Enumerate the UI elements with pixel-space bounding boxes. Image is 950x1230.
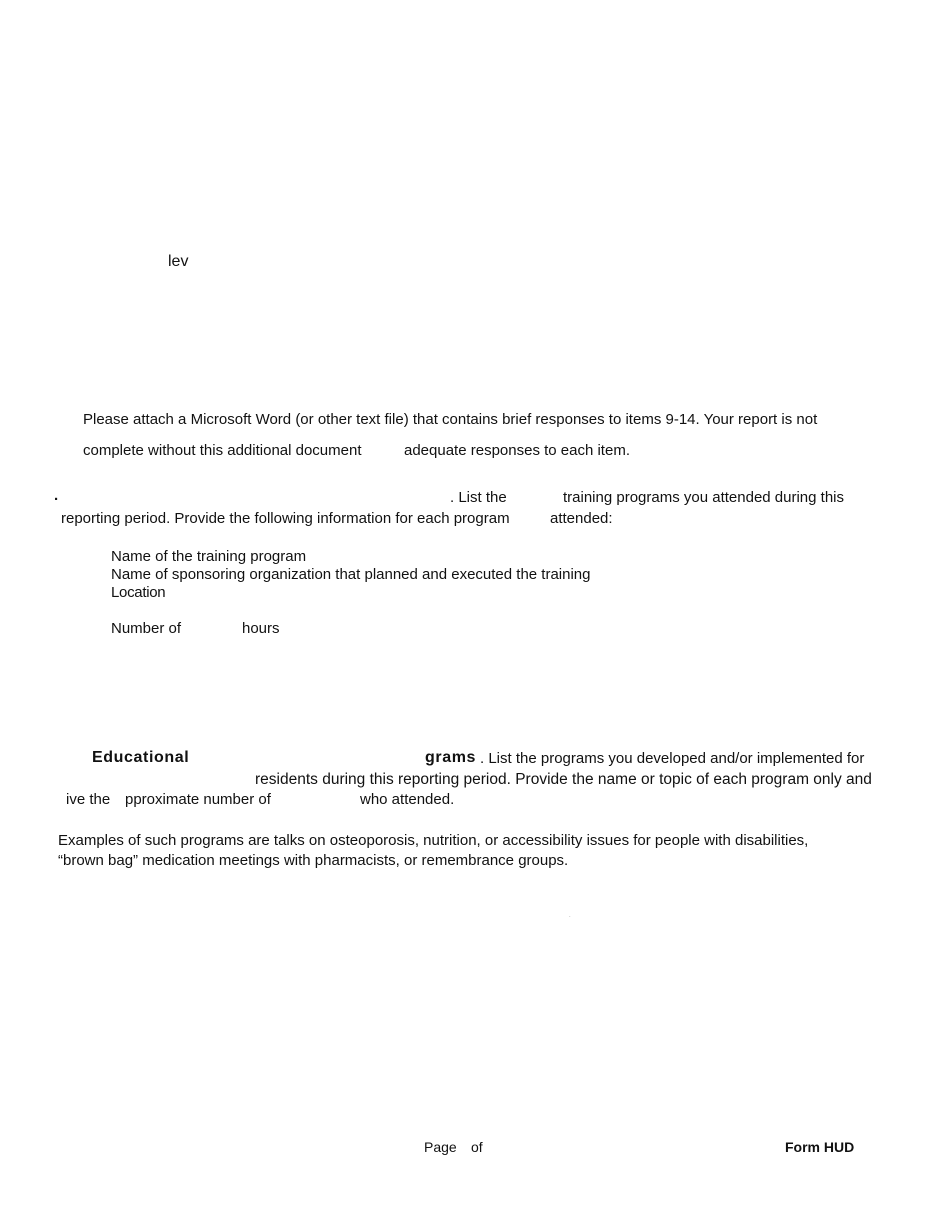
footer-of-label: of bbox=[471, 1139, 483, 1155]
educational-heading-end: grams bbox=[425, 749, 477, 766]
educational-line-3-end: who attended. bbox=[360, 791, 455, 808]
training-line-2-end: attended: bbox=[550, 510, 613, 527]
training-item-sponsor: Name of sponsoring organization that planned and executed the training bbox=[111, 566, 591, 583]
educational-line-3-start: ive the bbox=[66, 791, 111, 808]
instructions-line-2-start: complete without this additional document bbox=[83, 442, 362, 459]
examples-line-2: “brown bag” medication meetings with pharmacists, or remembrance groups. bbox=[58, 852, 569, 869]
training-marker: . bbox=[54, 487, 59, 504]
training-line-1-start: . List the bbox=[450, 489, 507, 506]
examples-line-1: Examples of such programs are talks on osteoporosis, nutrition, or accessibility issues for people with disabilities, bbox=[58, 832, 809, 849]
footer-form-label: Form HUD bbox=[785, 1139, 855, 1155]
training-line-2-start: reporting period. Provide the following information for each program bbox=[61, 510, 510, 527]
educational-line-1: . List the programs you developed and/or implemented for bbox=[480, 750, 865, 767]
training-hours-end: hours bbox=[242, 620, 280, 637]
training-line-1-end: training programs you attended during this bbox=[563, 489, 845, 506]
footer-page-label: Page bbox=[424, 1139, 457, 1155]
instructions-line-1: Please attach a Microsoft Word (or other text file) that contains brief responses to items 9-14. Your report is not bbox=[83, 411, 818, 428]
fragment-text: lev bbox=[168, 253, 189, 270]
instructions-line-2-end: adequate responses to each item. bbox=[404, 442, 630, 459]
training-item-location: Location bbox=[111, 584, 166, 601]
stray-mark: . bbox=[569, 913, 571, 919]
training-item-name: Name of the training program bbox=[111, 548, 307, 565]
educational-line-3-middle: pproximate number of bbox=[125, 791, 271, 808]
educational-line-2: residents during this reporting period. Provide the name or topic of each program only and bbox=[255, 771, 872, 788]
educational-heading-start: Educational bbox=[92, 749, 190, 766]
training-hours-start: Number of bbox=[111, 620, 182, 637]
